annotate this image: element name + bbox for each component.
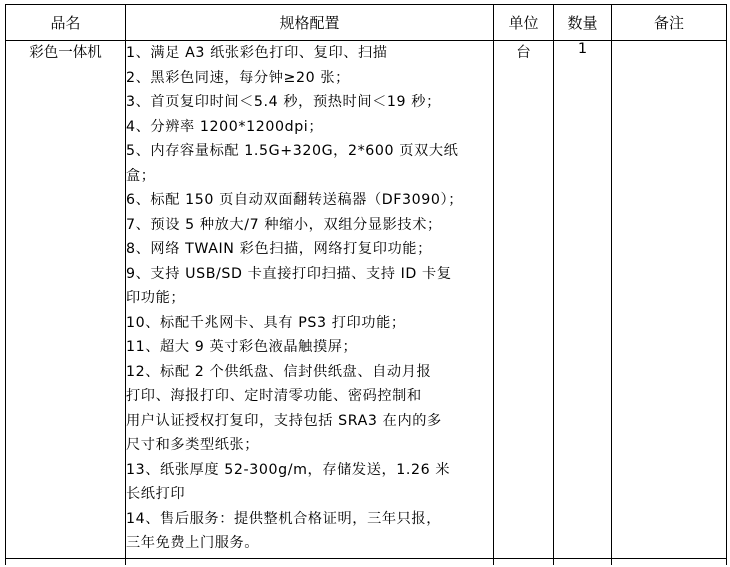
spec-line: 6、标配 150 页自动双面翻转送稿器（DF3090）； <box>126 192 464 208</box>
header-name: 品名 <box>6 5 126 41</box>
spec-line: 13、纸张厚度 52-300g/m，存储发送，1.26 米 <box>126 461 451 478</box>
continuation-cell <box>126 559 494 566</box>
spec-line: 1、满足 A3 纸张彩色打印、复印、扫描 <box>126 45 388 61</box>
spec-line: 打印、海报打印、定时清零功能、密码控制和 <box>126 388 422 404</box>
quantity-cell: 1 <box>554 41 612 559</box>
table-continuation-row <box>6 559 727 566</box>
table-header-row <box>6 5 727 41</box>
header-unit: 单位 <box>494 5 554 41</box>
spec-line: 10、标配千兆网卡、具有 PS3 打印功能； <box>126 314 406 331</box>
spec-line: 印功能； <box>126 290 186 306</box>
spec-cell <box>126 41 494 559</box>
spec-line: 12、标配 2 个供纸盘、信封供纸盘、自动月报 <box>126 363 432 380</box>
spec-line: 9、支持 USB/SD 卡直接打印扫描、支持 ID 卡复 <box>126 265 452 282</box>
continuation-cell <box>494 559 554 566</box>
note-cell <box>612 41 727 559</box>
spec-line: 用户认证授权打复印，支持包括 SRA3 在内的多 <box>126 412 442 429</box>
spec-line: 3、首页复印时间＜5.4 秒，预热时间＜19 秒； <box>126 94 441 110</box>
header-note: 备注 <box>612 5 727 41</box>
header-spec: 规格配置 <box>126 5 494 41</box>
spec-table <box>5 4 727 565</box>
spec-line: 尺寸和多类型纸张； <box>126 437 260 453</box>
continuation-cell <box>554 559 612 566</box>
product-name-cell: 彩色一体机 <box>6 41 126 559</box>
spec-line: 7、预设 5 种放大/7 种缩小，双组分显影技术； <box>126 216 442 233</box>
spec-line: 8、网络 TWAIN 彩色扫描，网络打复印功能； <box>126 241 432 257</box>
spec-line: 2、黑彩色同速，每分钟≥20 张； <box>126 69 350 86</box>
table-row <box>6 41 727 559</box>
header-qty: 数量 <box>554 5 612 41</box>
spec-line: 5、内存容量标配 1.5G+320G，2*600 页双大纸 <box>126 143 459 159</box>
spec-line: 三年免费上门服务。 <box>126 535 260 551</box>
unit-cell: 台 <box>494 41 554 559</box>
continuation-cell <box>612 559 727 566</box>
spec-line: 盒； <box>126 167 156 184</box>
spec-line: 4、分辨率 1200*1200dpi； <box>126 118 324 135</box>
spec-line: 11、超大 9 英寸彩色液晶触摸屏； <box>126 339 358 355</box>
spec-line: 14、售后服务：提供整机合格证明，三年只报， <box>126 510 442 527</box>
spec-line: 长纸打印 <box>126 486 186 502</box>
continuation-cell <box>6 559 126 566</box>
